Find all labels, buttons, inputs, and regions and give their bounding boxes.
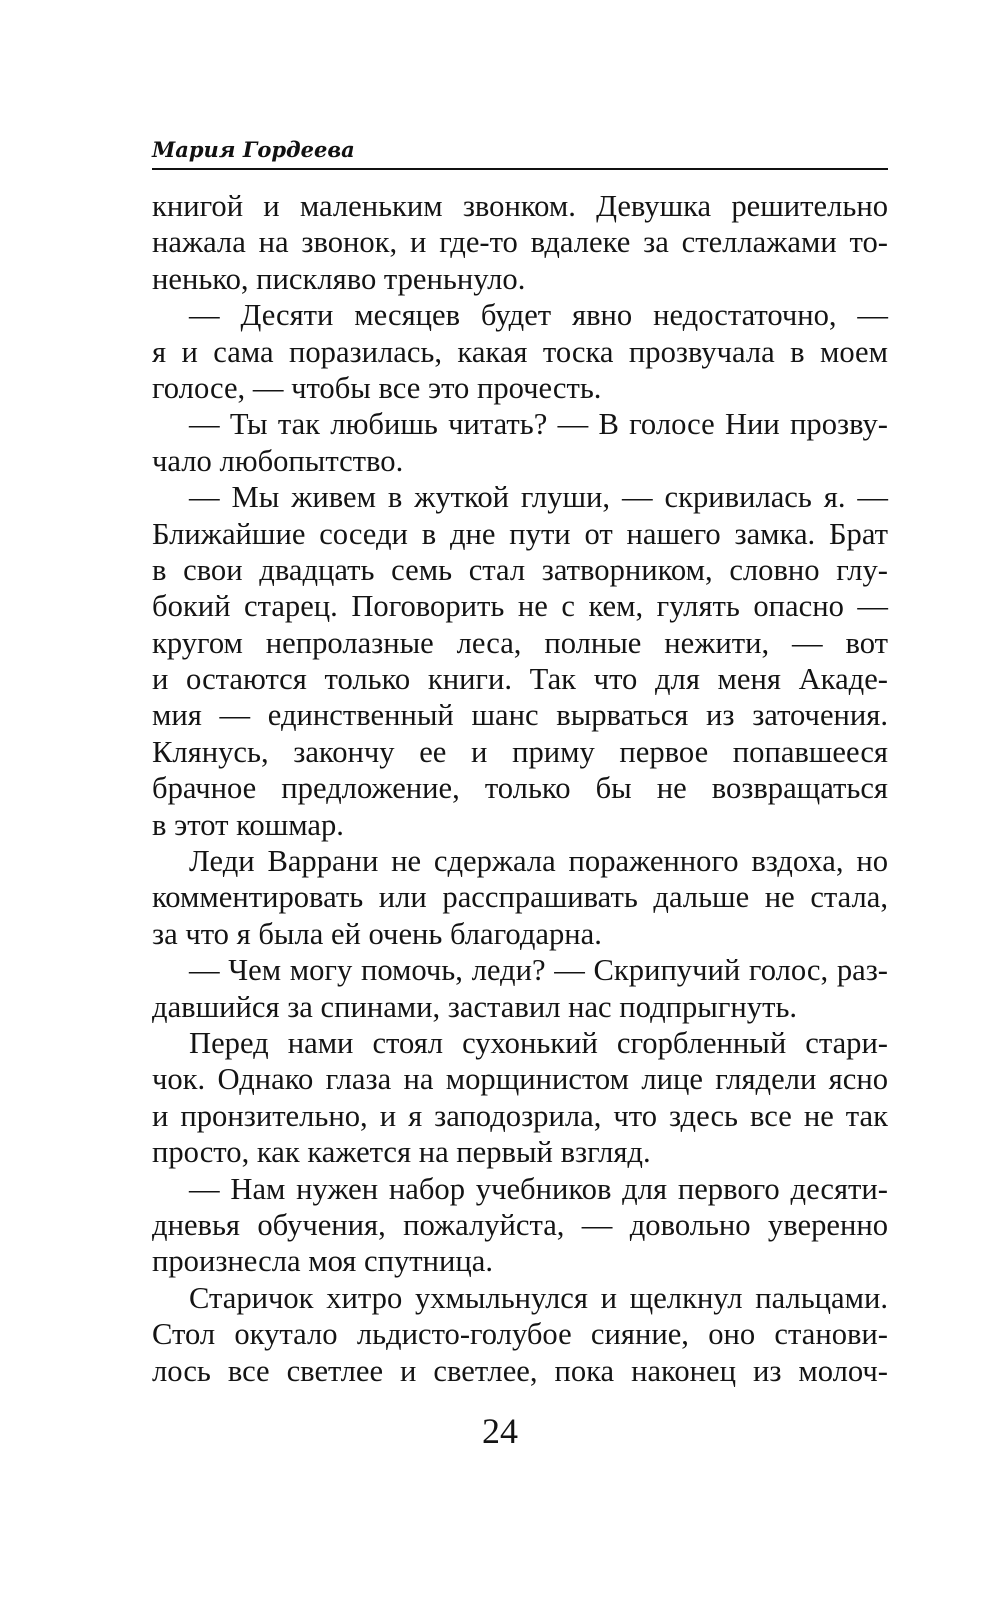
text-line: и пронзительно, и я заподозрила, что здесь все не так <box>152 1098 888 1133</box>
text-line: мия — единственный шанс вырваться из заточения. <box>152 698 888 733</box>
text-line: Клянусь, закончу ее и приму первое попавшееся <box>152 734 888 769</box>
text-line: бокий старец. Поговорить не с кем, гулять опасно — <box>152 589 888 624</box>
text-line: чок. Однако глаза на морщинистом лице глядели ясно <box>152 1062 888 1097</box>
text-line: давшийся за спинами, заставил нас подпрыгнуть. <box>152 989 798 1024</box>
text-line: комментировать или расспрашивать дальше не стала, <box>152 880 888 915</box>
text-line: произнесла моя спутница. <box>152 1244 493 1279</box>
text-line: — Мы живем в жуткой глуши, — скривилась я. — <box>189 480 888 515</box>
text-line: ненько, пискляво треньнуло. <box>152 261 526 296</box>
text-line: — Нам нужен набор учебников для первого десяти- <box>189 1171 888 1206</box>
text-line: и остаются только книги. Так что для меня Акаде- <box>152 662 888 697</box>
body-text <box>152 188 888 1389</box>
text-line: лось все светлее и светлее, пока наконец из молоч- <box>152 1353 888 1388</box>
page-number: 24 <box>482 1411 518 1451</box>
text-line: Перед нами стоял сухонький сгорбленный стари- <box>189 1025 888 1060</box>
text-line: чало любопытство. <box>152 443 404 478</box>
text-line: в этот кошмар. <box>152 807 344 842</box>
text-line: в свои двадцать семь стал затворником, словно глу- <box>152 552 888 587</box>
text-line: Старичок хитро ухмыльнулся и щелкнул пальцами. <box>189 1280 888 1315</box>
text-line: нажала на звонок, и где-то вдалеке за стеллажами то- <box>152 225 888 260</box>
text-line: за что я была ей очень благодарна. <box>152 916 602 951</box>
author-name: Мария Гордеева <box>152 137 355 162</box>
text-line: книгой и маленьким звонком. Девушка решительно <box>152 189 888 223</box>
running-head <box>152 128 888 170</box>
text-line: Леди Варрани не сдержала пораженного вздоха, но <box>189 844 888 879</box>
text-line: я и сама поразилась, какая тоска прозвучала в моем <box>152 334 888 369</box>
text-line: голосе, — чтобы все это прочесть. <box>152 370 602 405</box>
text-line: просто, как кажется на первый взгляд. <box>152 1135 651 1170</box>
text-line: — Десяти месяцев будет явно недостаточно, — <box>189 298 888 333</box>
text-line: кругом непролазные леса, полные нежити, — вот <box>152 625 888 660</box>
text-line: брачное предложение, только бы не возвращаться <box>152 771 888 806</box>
text-line: дневья обучения, пожалуйста, — довольно уверенно <box>152 1207 888 1242</box>
text-line: — Ты так любишь читать? — В голосе Нии прозву- <box>189 407 888 442</box>
text-line: Стол окутало льдисто-голубое сияние, оно станови- <box>152 1317 888 1352</box>
text-line: — Чем могу помочь, леди? — Скрипучий голос, раз- <box>189 953 888 988</box>
text-line: Ближайшие соседи в дне пути от нашего замка. Брат <box>152 516 888 551</box>
